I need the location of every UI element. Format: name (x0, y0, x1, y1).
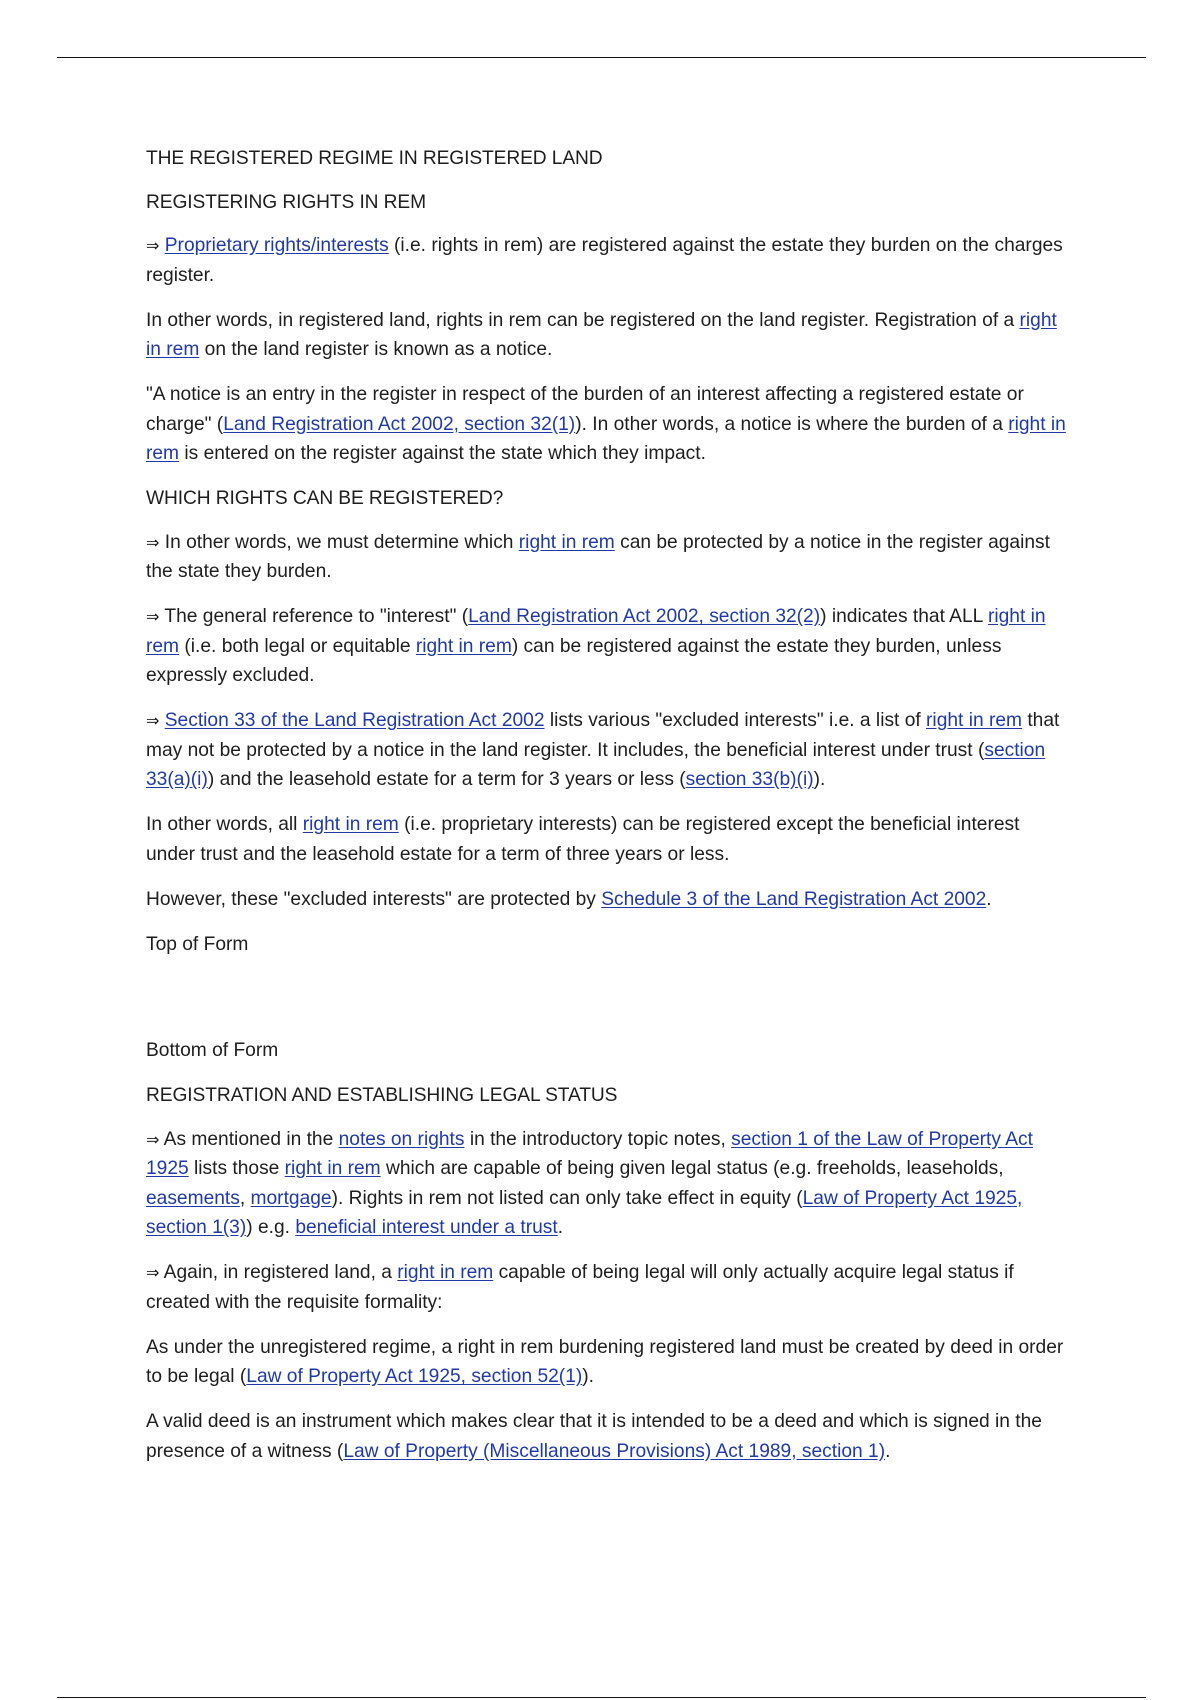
link-right-in-rem[interactable]: right in rem (926, 710, 1023, 731)
link-lpa-1925-s1-3[interactable]: Law of Property Act 1925, section 1(3) (146, 1187, 1023, 1238)
link-lpa-1925-s1[interactable]: section 1 of the Law of Property Act 1925 (146, 1128, 1033, 1179)
paragraph-requisite-formality: ⇒ Again, in registered land, a right in rem capable of being legal will only actually acquire legal status if created with the requisite formality: (146, 1262, 1014, 1313)
link-section-33-b-i[interactable]: section 33(b)(i) (685, 769, 814, 790)
arrow-icon: ⇒ (146, 236, 160, 255)
arrow-icon: ⇒ (146, 532, 160, 552)
paragraph-schedule-3: However, these "excluded interests" are protected by Schedule 3 of the Land Registration Act 2002. (146, 888, 992, 910)
link-lra-2002-s33[interactable]: Section 33 of the Land Registration Act 2002 (164, 710, 545, 731)
link-lpa-1925-s52-1[interactable]: Law of Property Act 1925, section 52(1) (246, 1366, 583, 1387)
link-right-in-rem[interactable]: right in rem (284, 1158, 381, 1179)
paragraph-notice-definition: "A notice is an entry in the register in respect of the burden of an interest affecting a registered estate or charge" (Land Registration Act 2002, section 32(1)). In other words, a notice is where the burden of a right in rem is entered on the register against the state which they impact. (146, 384, 1066, 464)
document-title: THE REGISTERED REGIME IN REGISTERED LAND (146, 148, 603, 169)
link-mortgage[interactable]: mortgage (250, 1187, 332, 1209)
form-area (146, 975, 1066, 1021)
link-right-in-rem[interactable]: right in rem (415, 635, 512, 657)
paragraph-created-by-deed: As under the unregistered regime, a right in rem burdening registered land must be created by deed in order to be legal (Law of Property Act 1925, section 52(1)). (146, 1336, 1064, 1387)
link-right-in-rem[interactable]: right in rem (518, 531, 615, 553)
form-bottom-marker: Bottom of Form (146, 1040, 279, 1061)
paragraph-valid-deed: A valid deed is an instrument which makes clear that it is intended to be a deed and which is signed in the presence of a witness (Law of Property (Miscellaneous Provisions) Act 1989, section 1). (146, 1411, 1042, 1462)
paragraph-general-reference: ⇒ The general reference to "interest" (Land Registration Act 2002, section 32(2)) indicates that ALL right in rem (i.e. both legal or equitable right in rem) can be registered against the estate they burden, unless expressly excluded. (146, 606, 1046, 686)
section-heading-legal-status: REGISTRATION AND ESTABLISHING LEGAL STATUS (146, 1085, 618, 1106)
section-heading-which-rights: WHICH RIGHTS CAN BE REGISTERED? (146, 488, 504, 509)
link-right-in-rem[interactable]: right in rem (302, 814, 399, 835)
link-schedule-3-lra-2002[interactable]: Schedule 3 of the Land Registration Act 2002 (601, 888, 987, 910)
arrow-icon: ⇒ (146, 1263, 160, 1282)
link-right-in-rem[interactable]: right in rem (146, 309, 1057, 360)
form-top-marker: Top of Form (146, 933, 249, 955)
paragraph-legal-status: ⇒ As mentioned in the notes on rights in the introductory topic notes, section 1 of the Law of Property Act 1925 lists those right in rem which are capable of being given legal status (e.g. freeholds, leaseholds, easements, mortgage). Rights in rem not listed can only take effect in equity (Law of Property Act 1925, section 1(3)) e.g. beneficial interest under a trust. (146, 1128, 1033, 1238)
paragraph-proprietary-rights: ⇒ Proprietary rights/interests (i.e. rights in rem) are registered against the estate they burden on the charges register. (146, 235, 1063, 286)
section-heading-registering: REGISTERING RIGHTS IN REM (146, 191, 427, 213)
document-body (146, 144, 1066, 1482)
link-lra-2002-s32-1[interactable]: Land Registration Act 2002, section 32(1) (223, 413, 576, 435)
link-easements[interactable]: easements (146, 1187, 240, 1209)
link-lra-2002-s32-2[interactable]: Land Registration Act 2002, section 32(2) (468, 606, 821, 627)
arrow-icon: ⇒ (146, 1129, 160, 1149)
link-right-in-rem[interactable]: right in rem (146, 606, 1046, 657)
link-beneficial-interest-trust[interactable]: beneficial interest under a trust (295, 1217, 558, 1238)
link-right-in-rem[interactable]: right in rem (397, 1262, 494, 1283)
paragraph-registration-notice: In other words, in registered land, rights in rem can be registered on the land register. Registration of a right in rem on the land register is known as a notice. (146, 309, 1057, 360)
arrow-icon: ⇒ (146, 607, 160, 626)
header-rule (57, 57, 1146, 58)
paragraph-excluded-interests: ⇒ Section 33 of the Land Registration Act 2002 lists various "excluded interests" i.e. a list of right in rem that may not be protected by a notice in the land register. It includes, the beneficial interest under trust (section 33(a)(i)) and the leasehold estate for a term for 3 years or less (section 33(b)(i)). (146, 710, 1060, 790)
link-section-33-a-i[interactable]: section 33(a)(i) (146, 739, 1046, 790)
link-right-in-rem[interactable]: right in rem (146, 413, 1066, 464)
footer-rule (57, 1697, 1146, 1698)
paragraph-all-rights-registrable: In other words, all right in rem (i.e. proprietary interests) can be registered except the beneficial interest under trust and the leasehold estate for a term of three years or less. (146, 814, 1020, 865)
link-proprietary-rights[interactable]: Proprietary rights/interests (164, 235, 389, 256)
paragraph-determine-rights: ⇒ In other words, we must determine which right in rem can be protected by a notice in the register against the state they burden. (146, 531, 1050, 582)
arrow-icon: ⇒ (146, 711, 160, 730)
link-lpmpa-1989-s1[interactable]: Law of Property (Miscellaneous Provisions) Act 1989, section 1) (343, 1440, 886, 1462)
link-notes-on-rights[interactable]: notes on rights (338, 1128, 465, 1150)
